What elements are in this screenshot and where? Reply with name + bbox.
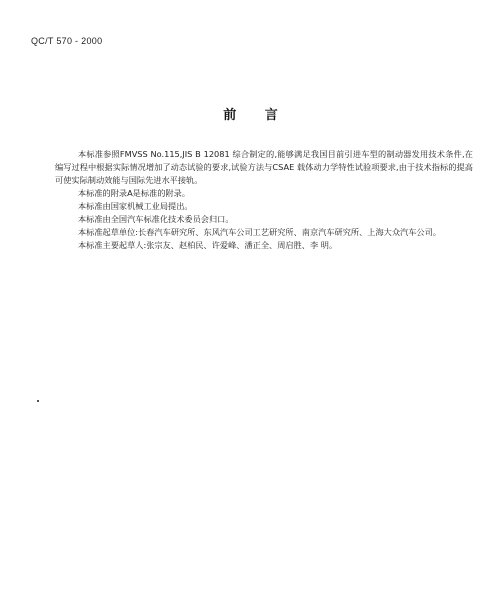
standard-code: QC/T 570 - 2000 <box>31 36 103 46</box>
page-title: 前 言 <box>223 108 290 123</box>
scan-speck <box>37 400 39 402</box>
preface-body <box>55 148 473 252</box>
paragraph-committee: 本标准由全国汽车标准化技术委员会归口。 <box>77 214 234 224</box>
paragraph-appendix: 本标准的附录A是标准的附录。 <box>77 188 190 198</box>
paragraph-drafters: 本标准主要起草人:张宗友、赵柏民、许爱峰、潘正全、周启胜、李 明。 <box>77 240 338 250</box>
paragraph-scope: 本标准参照FMVSS No.115,JIS B 12081 综合制定的,能够满足我国目前引进车型的制动器发用技术条件,在编写过程中根据实际情况增加了动态试验的要求,试验方法与CSAE 载体动力学特性试验项要求,由于技术指标的提高可使实际制动效能与国际先进水平接轨。 <box>55 149 473 185</box>
paragraph-drafting-units: 本标准起草单位:长春汽车研究所、东风汽车公司工艺研究所、南京汽车研究所、上海大众汽车公司。 <box>77 227 441 237</box>
paragraph-proposer: 本标准由国家机械工业局提出。 <box>77 201 193 211</box>
